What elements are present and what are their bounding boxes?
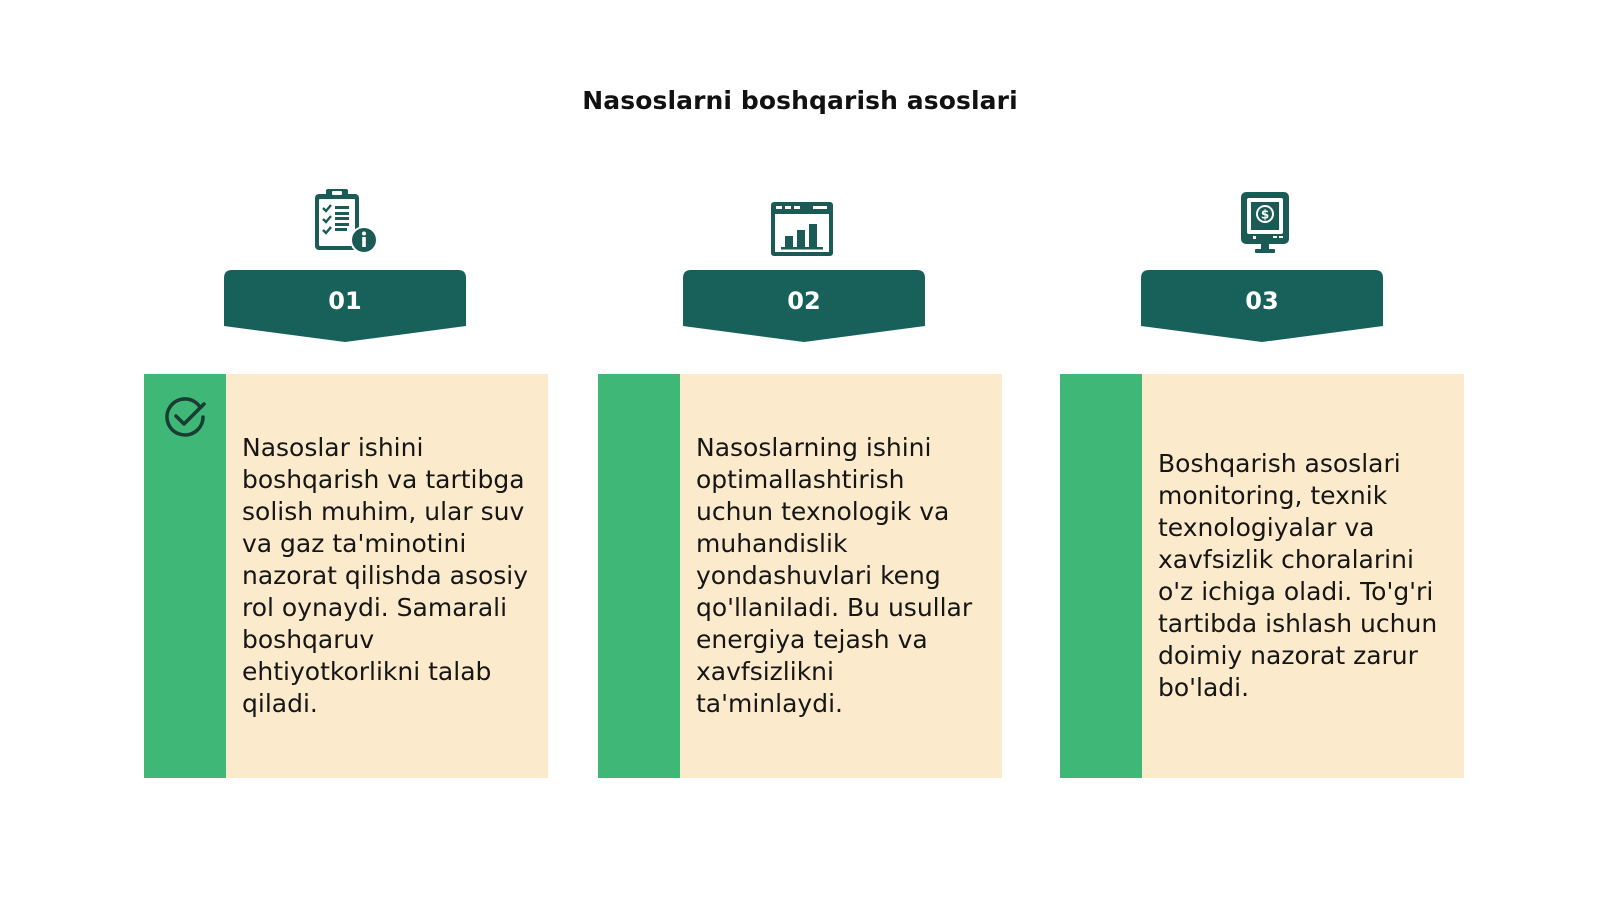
card-stripe (1060, 374, 1142, 778)
step-number: 02 (787, 287, 821, 315)
monitor-dollar-icon (1227, 186, 1297, 258)
card-body (226, 374, 548, 778)
card-stripe (598, 374, 680, 778)
step-card-03 (1060, 374, 1464, 778)
card-body (1142, 374, 1464, 778)
step-badge-01 (222, 268, 468, 344)
card-body (680, 374, 1002, 778)
page-title: Nasoslarni boshqarish asoslari (582, 86, 1018, 115)
clipboard-checklist-info-icon (311, 186, 381, 258)
step-badge-02 (681, 268, 927, 344)
check-circle-icon (162, 394, 208, 440)
card-text: Nasoslarning ishini optimallashtirish uchun texnologik va muhandislik yondashuvlari keng qo'llaniladi. Bu usullar energiya tejash va xavfsizlikni ta'minlaydi. (696, 433, 973, 718)
step-number: 03 (1245, 287, 1279, 315)
card-stripe (144, 374, 226, 778)
card-text: Boshqarish asoslari monitoring, texnik texnologiyalar va xavfsizlik choralarini o'z ichiga oladi. To'g'ri tartibda ishlash uchun doimiy nazorat zarur bo'ladi. (1158, 449, 1438, 702)
step-card-01 (144, 374, 548, 778)
step-number: 01 (328, 287, 362, 315)
card-text: Nasoslar ishini boshqarish va tartibga solish muhim, ular suv va gaz ta'minotini nazorat qilishda asosiy rol oynaydi. Samarali boshqaruv ehtiyotkorlikni talab qiladi. (242, 433, 529, 718)
step-card-02 (598, 374, 1002, 778)
svg-text:$: $ (1260, 207, 1270, 222)
bar-chart-window-icon (767, 192, 837, 264)
step-badge-03 (1139, 268, 1385, 344)
